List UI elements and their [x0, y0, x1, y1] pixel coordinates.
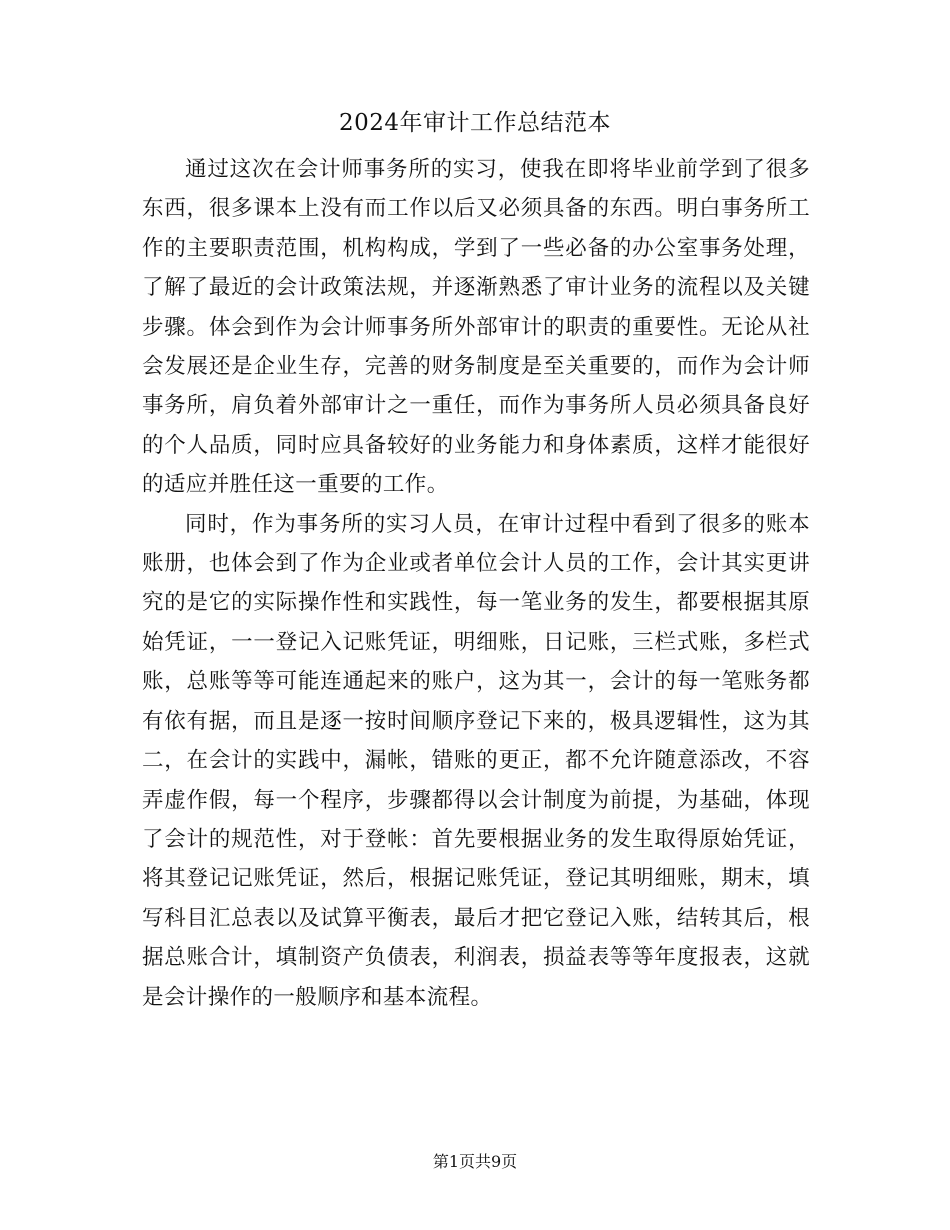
paragraph-1: 通过这次在会计师事务所的实习，使我在即将毕业前学到了很多东西，很多课本上没有而工作以后又必须具备的东西。明白事务所工作的主要职责范围，机构构成，学到了一些必备的办公室事务处理，了解了最近的会计政策法规，并逐渐熟悉了审计业务的流程以及关键步骤。体会到作为会计师事务所外部审计的职责的重要性。无论从社会发展还是企业生存，完善的财务制度是至关重要的，而作为会计师事务所，肩负着外部审计之一重任，而作为事务所人员必须具备良好的个人品质，同时应具备较好的业务能力和身体素质，这样才能很好的适应并胜任这一重要的工作。 [142, 157, 810, 498]
paragraph-2: 同时，作为事务所的实习人员，在审计过程中看到了很多的账本账册，也体会到了作为企业或者单位会计人员的工作，会计其实更讲究的是它的实际操作性和实践性，每一笔业务的发生，都要根据其原始凭证，一一登记入记账凭证，明细账，日记账，三栏式账，多栏式账，总账等等可能连通起来的账户，这为其一，会计的每一笔账务都有依有据，而且是逐一按时间顺序登记下来的，极具逻辑性，这为其二，在会计的实践中，漏帐，错账的更正，都不允许随意添改，不容弄虚作假，每一个程序，步骤都得以会计制度为前提，为基础，体现了会计的规范性，对于登帐：首先要根据业务的发生取得原始凭证，将其登记记账凭证，然后，根据记账凭证，登记其明细账，期末，填写科目汇总表以及试算平衡表，最后才把它登记入账，结转其后，根据总账合计，填制资产负债表，利润表，损益表等等年度报表，这就是会计操作的一般顺序和基本流程。 [142, 511, 810, 1010]
document-body [142, 150, 810, 1017]
page-number: 第1页共9页 [432, 1152, 518, 1171]
document-title: 2024年审计工作总结范本 [338, 110, 612, 136]
